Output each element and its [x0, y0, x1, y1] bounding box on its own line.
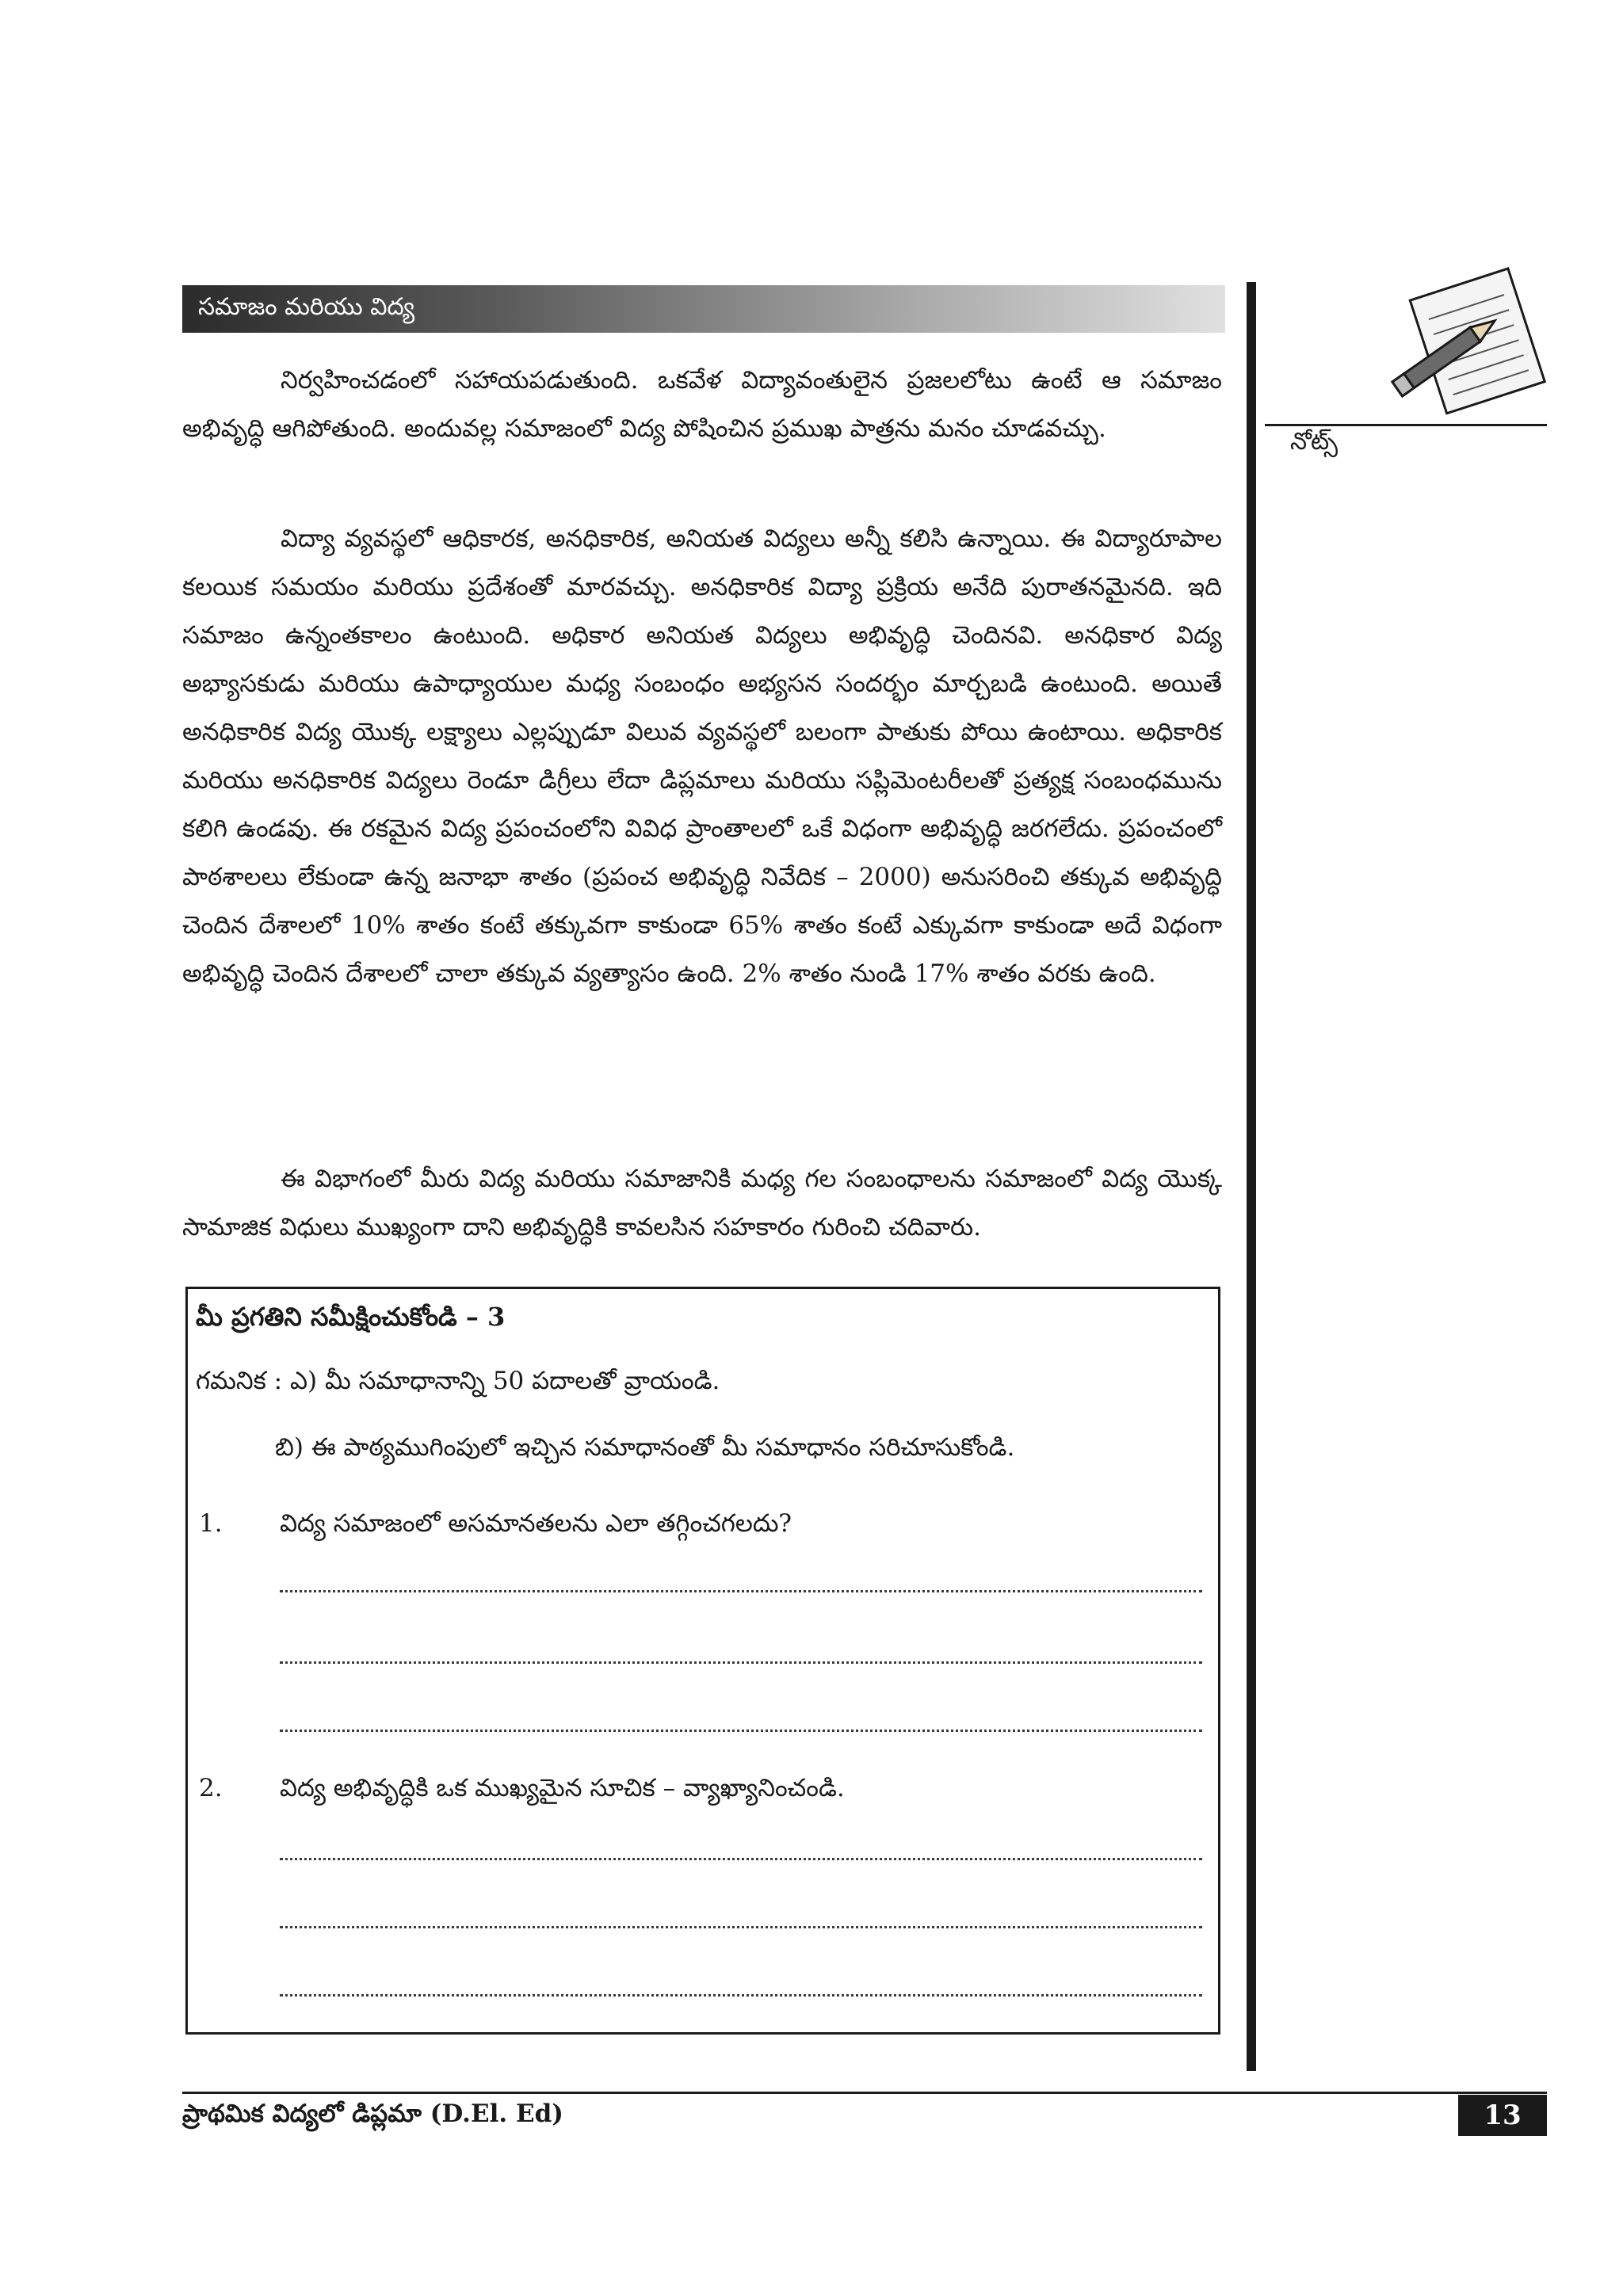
- question-number: 2.: [199, 1774, 223, 1802]
- paragraph-3: [182, 1155, 1222, 1252]
- instruction-note-b: బి) ఈ పాఠ్యముగింపులో ఇచ్చిన సమాధానంతో మీ సమాధానం సరిచూసుకోండి.: [275, 1433, 1015, 1462]
- notes-divider: [1265, 424, 1547, 426]
- question-text: విద్య సమాజంలో అసమానతలను ఎలా తగ్గించగలదు?: [280, 1509, 792, 1538]
- paragraph-text: నిర్వహించడంలో సహాయపడుతుంది. ఒకవేళ విద్యావంతులైన ప్రజలలోటు ఉంటే ఆ సమాజం అభివృద్ధి ఆగిపోతుంది. అందువల్ల సమాజంలో విద్య పోషించిన ప్రముఖ పాత్రను మనం చూడవచ్చు.: [182, 366, 1222, 443]
- notes-label: నోట్స్: [1290, 428, 1338, 456]
- instruction-note-a: గమనిక : ఎ) మీ సమాధానాన్ని 50 పదాలతో వ్రాయండి.: [196, 1367, 720, 1395]
- answer-line[interactable]: [280, 1730, 1202, 1732]
- chapter-title: సమాజం మరియు విద్య: [198, 293, 415, 321]
- footer-rule: [182, 2092, 1547, 2094]
- paragraph-1: [182, 357, 1222, 453]
- question-number: 1.: [199, 1509, 223, 1538]
- box-title: మీ ప్రగతిని సమీక్షించుకోండి – 3: [196, 1302, 506, 1332]
- footer-course-title: ప్రాథమిక విద్యలో డిప్లమా (D.El. Ed): [182, 2100, 563, 2128]
- paragraph-text: ఈ విభాగంలో మీరు విద్య మరియు సమాజానికి మధ్య గల సంబంధాలను సమాజంలో విద్య యొక్క సామాజిక విధులు ముఖ్యంగా దాని అభివృద్ధికి కావలసిన సహకారం గురించి చదివారు.: [182, 1165, 1222, 1241]
- margin-rule: [1247, 282, 1256, 2071]
- answer-line[interactable]: [280, 1926, 1202, 1928]
- question-text: విద్య అభివృద్ధికి ఒక ముఖ్యమైన సూచిక – వ్యాఖ్యానించండి.: [280, 1774, 845, 1802]
- answer-line[interactable]: [280, 1994, 1202, 1997]
- notebook-pencil-icon: [1379, 261, 1553, 431]
- paragraph-text: విద్యా వ్యవస్థలో ఆధికారక, అనధికారిక, అనియత విద్యలు అన్నీ కలిసి ఉన్నాయి. ఈ విద్యారూపాల కలయిక సమయం మరియు ప్రదేశంతో మారవచ్చు. అనధికారిక విద్యా ప్రక్రియ అనేది పురాతనమైనది. ఇది సమాజం ఉన్నంతకాలం ఉంటుంది. అధికార అనియత విద్యలు అభివృద్ధి చెందినవి. అనధికార విద్య అభ్యాసకుడు మరియు ఉపాధ్యాయుల మధ్య సంబంధం అభ్యసన సందర్భం మార్చబడి ఉంటుంది. అయితే అనధికారిక విద్య యొక్క లక్ష్యాలు ఎల్లప్పుడూ విలువ వ్యవస్థలో బలంగా పాతుకు పోయి ఉంటాయి. అధికారిక మరియు అనధికారిక విద్యలు రెండూ డిగ్రీలు లేదా డిప్లమాలు మరియు సప్లిమెంటరీలతో ప్రత్యక్ష సంబంధమును కలిగి ఉండవు. ఈ రకమైన విద్య ప్రపంచంలోని వివిధ ప్రాంతాలలో ఒకే విధంగా అభివృద్ధి జరగలేదు. ప్రపంచంలో పాఠశాలలు లేకుండా ఉన్న జనాభా శాతం (ప్రపంచ అభివృద్ధి నివేదిక – 2000) అనుసరించి తక్కువ అభివృద్ధి చెందిన దేశాలలో 10% శాతం కంటే తక్కువగా కాకుండా 65% శాతం కంటే ఎక్కువగా కాకుండా అదే విధంగా అభివృద్ధి చెందిన దేశాలలో చాలా తక్కువ వ్యత్యాసం ఉంది. 2% శాతం నుండి 17% శాతం వరకు ఉంది.: [182, 524, 1222, 988]
- paragraph-2: [182, 515, 1222, 998]
- progress-review-box: [185, 1287, 1220, 2035]
- answer-line[interactable]: [280, 1661, 1202, 1664]
- page-number: 13: [1458, 2095, 1547, 2136]
- chapter-header-bar: [182, 285, 1225, 333]
- answer-line[interactable]: [280, 1858, 1202, 1860]
- answer-line[interactable]: [280, 1590, 1202, 1592]
